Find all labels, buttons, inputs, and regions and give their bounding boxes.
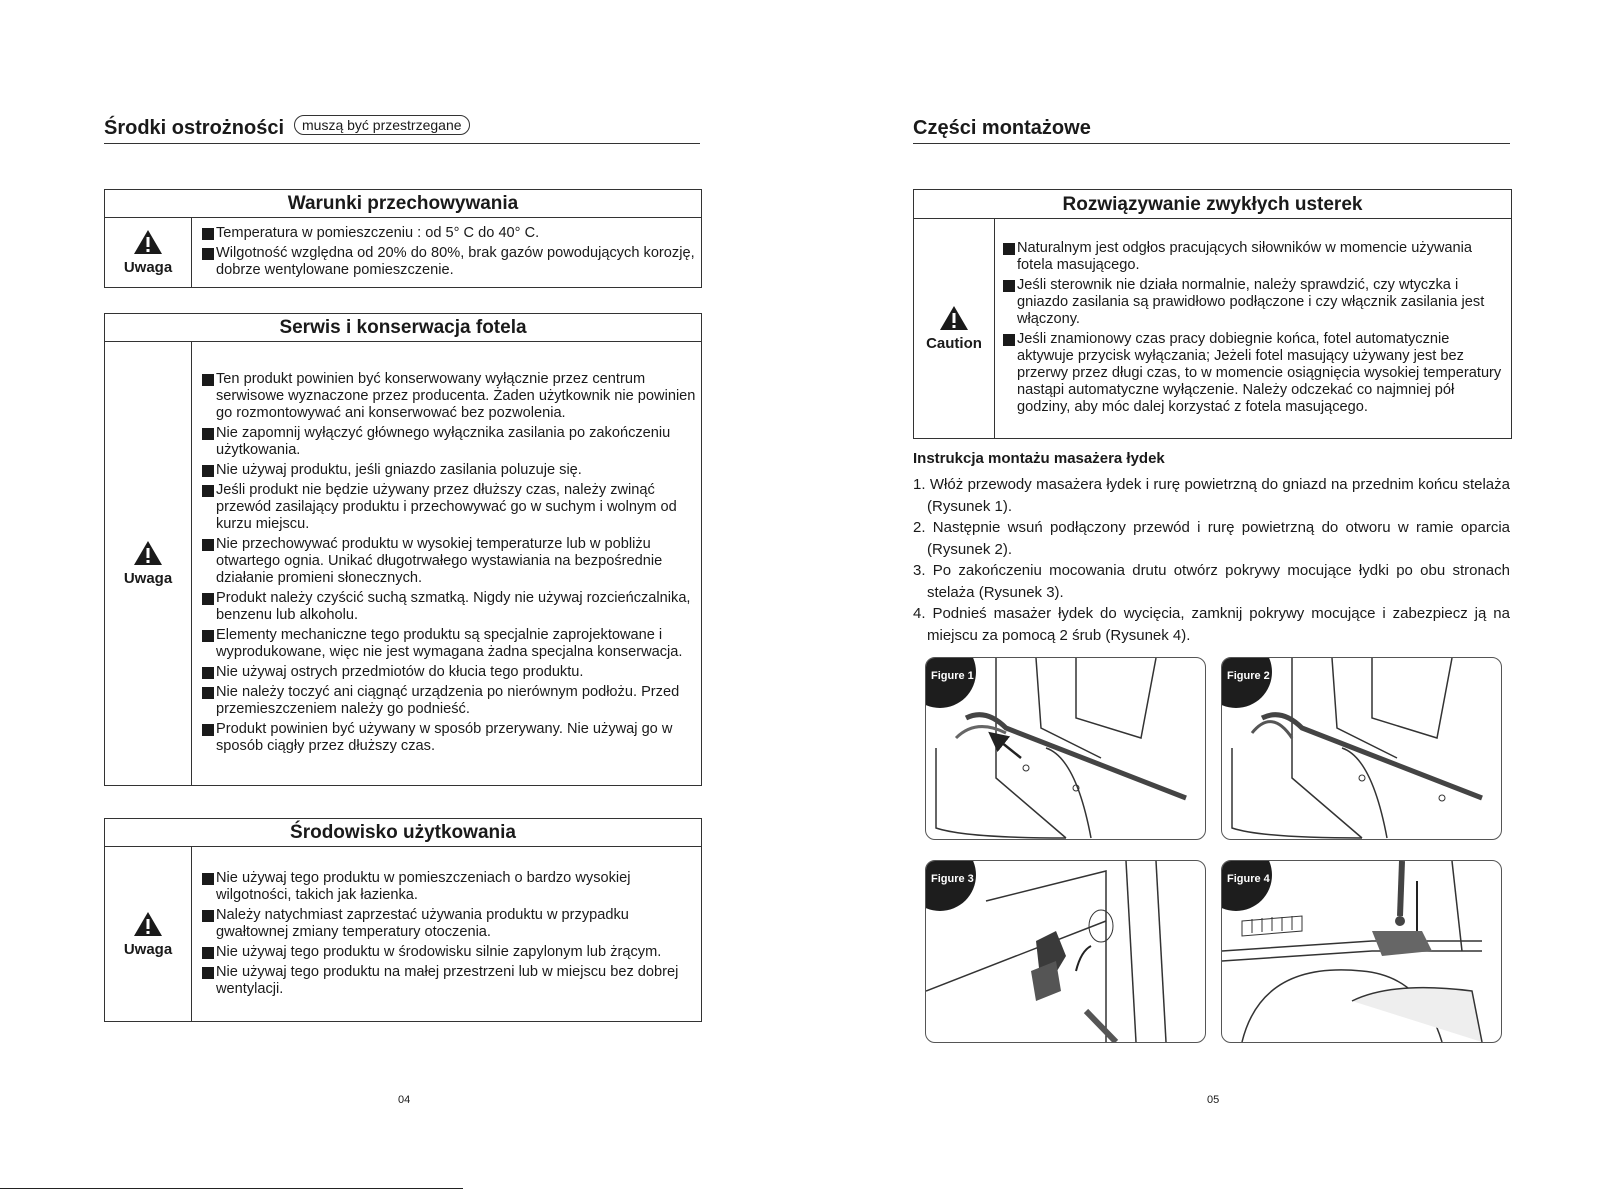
warning-label: Uwaga — [123, 259, 173, 276]
instruction-step: 2. Następnie wsuń podłączony przewód i rurę powietrzną do otworu w ramie oparcia (Rysunek 2). — [913, 519, 1510, 558]
warning-cell — [105, 847, 192, 1021]
warning-cell — [105, 342, 192, 785]
warning-triangle-icon — [133, 911, 163, 937]
list-item: Nie należy toczyć ani ciągnąć urządzenia po nierównym podłożu. Przed przemieszczeniem należy go podnieść. — [202, 684, 697, 718]
list-item: Nie używaj tego produktu na małej przestrzeni lub w miejscu bez dobrej wentylacji. — [202, 964, 697, 998]
figure-4 — [1221, 860, 1502, 1043]
list-item: Nie używaj tego produktu w środowisku silnie zapylonym lub żrącym. — [202, 944, 697, 961]
warning-label: Uwaga — [123, 940, 173, 958]
figure-label: Figure 3 — [931, 873, 974, 885]
instruction-step: 3. Po zakończeniu mocowania drutu otwórz pokrywy mocujące łydki po obu stronach stelaża (Rysunek 3). — [913, 562, 1510, 601]
storage-conditions-box — [104, 189, 702, 288]
list-item: Jeśli produkt nie będzie używany przez dłuższy czas, należy zwinąć przewód zasilający produktu i przechowywać go w suchym i wolnym od kurzu miejscu. — [202, 482, 697, 533]
left-page — [0, 0, 800, 1192]
warning-triangle-icon — [133, 229, 163, 255]
instructions-title: Instrukcja montażu masażera łydek — [913, 450, 1165, 467]
list-item: Naturalnym jest odgłos pracujących siłowników w momencie używania fotela masującego. — [1003, 240, 1507, 274]
divider — [0, 1188, 463, 1189]
service-maintenance-box — [104, 313, 702, 786]
section-title: Serwis i konserwacja fotela — [105, 314, 701, 342]
warning-cell — [914, 219, 995, 438]
list-item: Produkt należy czyścić suchą szmatką. Nigdy nie używaj rozcieńczalnika, benzenu lub alkoholu. — [202, 590, 697, 624]
must-observe-badge: muszą być przestrzegane — [294, 115, 470, 135]
page-number: 04 — [398, 1094, 411, 1106]
list-item: Nie przechowywać produktu w wysokiej temperaturze lub w pobliżu otwartego ognia. Unikać długotrwałego wystawiania na bezpośrednie działanie promieni słonecznych. — [202, 536, 697, 587]
bullet-list — [192, 847, 701, 1021]
figure-label: Figure 1 — [931, 670, 974, 682]
list-item: Elementy mechaniczne tego produktu są specjalnie zaprojektowane i wyprodukowane, więc nie jest wymagana żadna specjalna konserwacja. — [202, 627, 697, 661]
figure-1 — [925, 657, 1206, 840]
bullet-list — [995, 219, 1511, 438]
warning-cell — [105, 218, 192, 287]
list-item: Jeśli sterownik nie działa normalnie, należy sprawdzić, czy wtyczka i gniazdo zasilania są prawidłowo podłączone i czy włącznik zasilania jest włączony. — [1003, 277, 1507, 328]
page-number: 05 — [1207, 1094, 1220, 1106]
list-item: Należy natychmiast zaprzestać używania produktu w przypadku gwałtownej zmiany temperatury otoczenia. — [202, 907, 697, 941]
instruction-steps — [913, 474, 1510, 646]
warning-triangle-icon — [939, 305, 969, 331]
warning-label: Uwaga — [123, 570, 173, 587]
page-header — [913, 113, 1510, 144]
figure-label: Figure 2 — [1227, 670, 1270, 682]
troubleshooting-box — [913, 189, 1512, 439]
list-item: Ten produkt powinien być konserwowany wyłącznie przez centrum serwisowe wyznaczone przez producenta. Żaden użytkownik nie powinien go rozmontowywać ani konserwować bez pozwolenia. — [202, 371, 697, 422]
warning-label: Caution — [926, 335, 982, 352]
right-page — [808, 0, 1617, 1192]
section-title: Warunki przechowywania — [105, 190, 701, 218]
instruction-step: 4. Podnieś masażer łydek do wycięcia, zamknij pokrywy mocujące i zabezpiecz ją na miejscu za pomocą 2 śrub (Rysunek 4). — [913, 605, 1510, 644]
list-item: Nie używaj tego produktu w pomieszczeniach o bardzo wysokiej wilgotności, takich jak łazienka. — [202, 870, 697, 904]
section-title: Środowisko użytkowania — [105, 819, 701, 847]
list-item: Nie używaj produktu, jeśli gniazdo zasilania poluzuje się. — [202, 462, 697, 479]
list-item: Wilgotność względna od 20% do 80%, brak gazów powodujących korozję, dobrze wentylowane pomieszczenie. — [202, 245, 697, 279]
usage-environment-box — [104, 818, 702, 1022]
page-header — [104, 113, 700, 144]
list-item: Nie używaj ostrych przedmiotów do kłucia tego produktu. — [202, 664, 697, 681]
section-title: Rozwiązywanie zwykłych usterek — [914, 190, 1511, 219]
figure-label: Figure 4 — [1227, 873, 1270, 885]
bullet-list — [192, 342, 701, 785]
list-item: Produkt powinien być używany w sposób przerywany. Nie używaj go w sposób ciągły przez dłuższy czas. — [202, 721, 697, 755]
figure-2 — [1221, 657, 1502, 840]
list-item: Nie zapomnij wyłączyć głównego wyłącznika zasilania po zakończeniu użytkowania. — [202, 425, 697, 459]
page-title: Części montażowe — [913, 117, 1091, 139]
bullet-list — [192, 218, 701, 287]
page-title: Środki ostrożności — [104, 117, 285, 139]
list-item: Jeśli znamionowy czas pracy dobiegnie końca, fotel automatycznie aktywuje przycisk wyłączania; Jeżeli fotel masujący używany jest bez przerwy przez długi czas, to w momencie osiągnięcia wysokiej temperatury nastąpi automatyczne wyłączenie. Należy odczekać co najmniej pół godziny, aby móc dalej korzystać z fotela masującego. — [1003, 331, 1507, 416]
warning-triangle-icon — [133, 540, 163, 566]
list-item: Temperatura w pomieszczeniu : od 5° C do 40° C. — [202, 225, 697, 242]
figure-3 — [925, 860, 1206, 1043]
instruction-step: 1. Włóż przewody masażera łydek i rurę powietrzną do gniazd na przednim końcu stelaża (Rysunek 1). — [913, 476, 1510, 515]
